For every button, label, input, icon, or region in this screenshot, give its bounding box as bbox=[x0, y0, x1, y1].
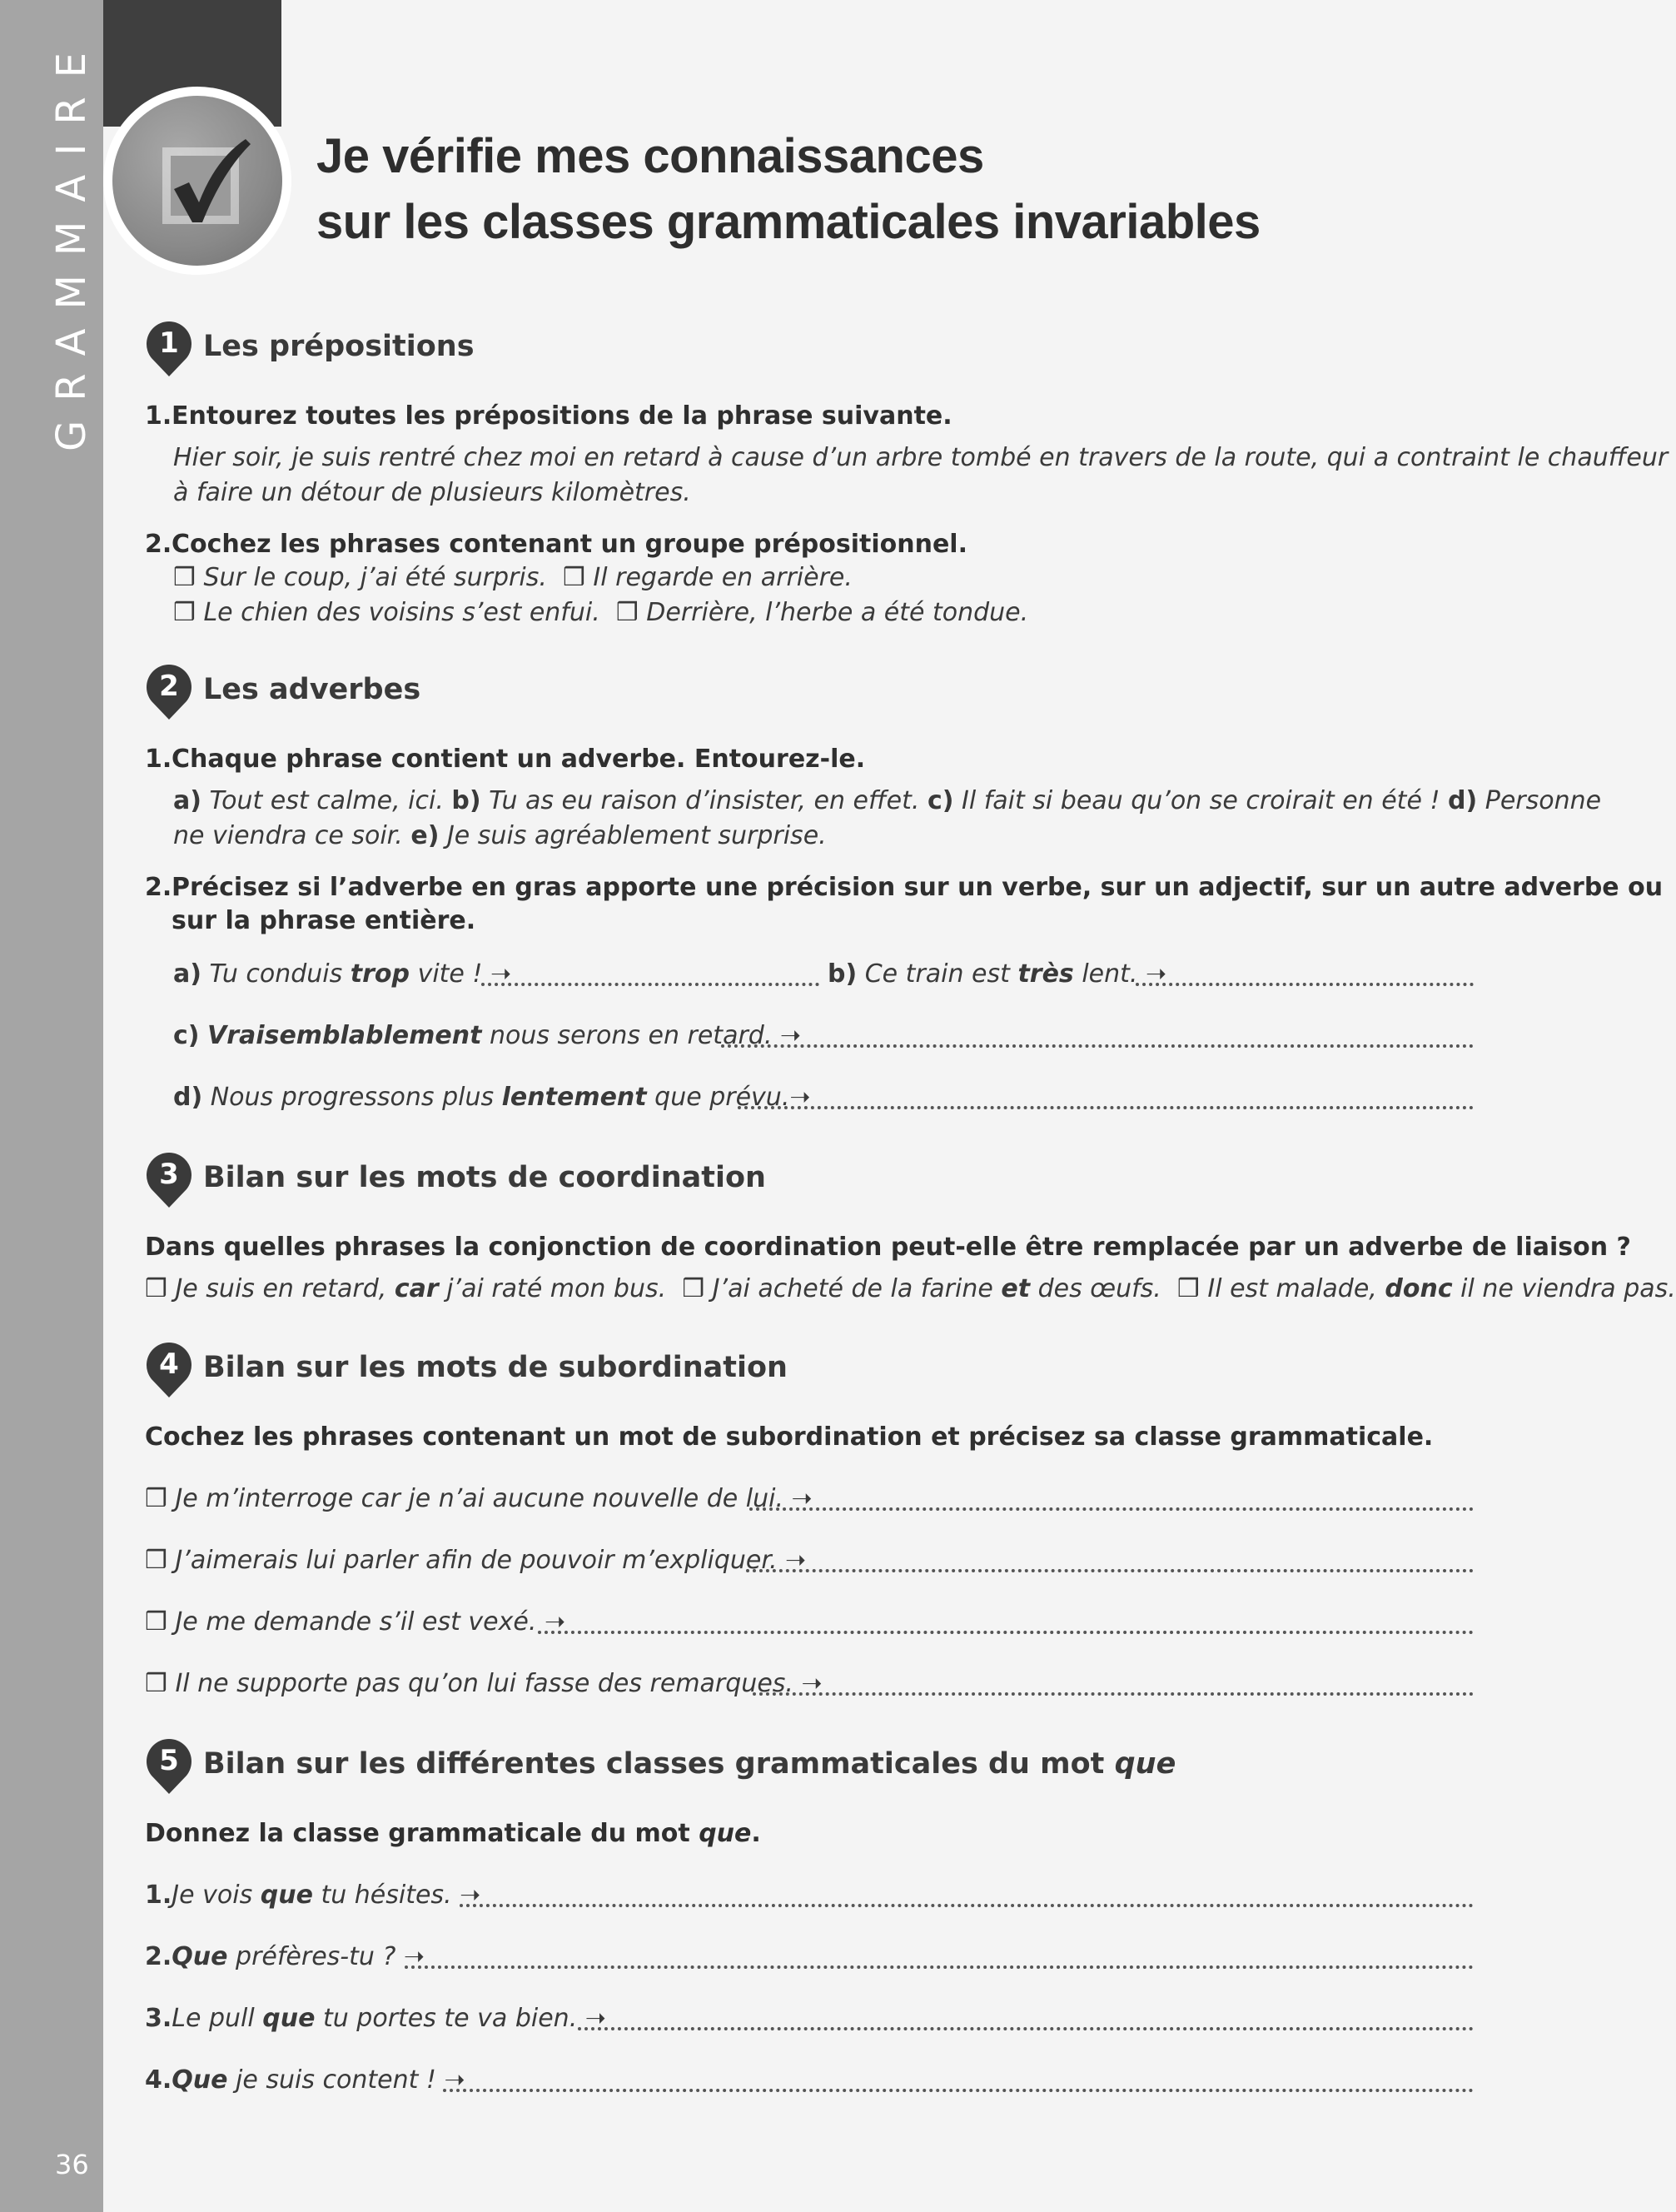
answer-line-2c: c) Vraisemblablement nous serons en retard. ➝ bbox=[173, 1021, 802, 1050]
question-2-2-line-1: 2.Précisez si l’adverbe en gras apporte une précision sur un verbe, sur un adjectif, sur un autre adverbe ou bbox=[145, 873, 1664, 902]
arrow-icon: ➝ bbox=[779, 1021, 802, 1050]
section-3-instruction: Dans quelles phrases la conjonction de coordination peut-elle être remplacée par un adverbe de liaison ? bbox=[145, 1233, 1631, 1262]
checkbox-icon[interactable]: ❒ bbox=[682, 1274, 705, 1303]
page-number: 36 bbox=[55, 2149, 89, 2180]
option-row-1: ❒ Sur le coup, j’ai été surpris. ❒ Il regarde en arrière. bbox=[173, 563, 853, 592]
question-1-1-text-line-2: à faire un détour de plusieurs kilomètres. bbox=[173, 478, 691, 507]
arrow-icon: ➝ bbox=[490, 959, 512, 989]
arrow-icon: ➝ bbox=[789, 1083, 811, 1112]
section-1-title: Les prépositions bbox=[203, 330, 475, 363]
question-2-1-line-2: ne viendra ce soir. e) Je suis agréablement surprise. bbox=[173, 821, 827, 850]
section-marker-icon: 1 bbox=[145, 321, 193, 380]
checkbox-icon[interactable]: ❒ bbox=[562, 563, 585, 592]
checkmark-badge bbox=[103, 87, 291, 275]
sidebar bbox=[0, 0, 103, 2212]
page-title-line-1: Je vérifie mes connaissances bbox=[316, 129, 984, 183]
checkbox-icon[interactable]: ❒ bbox=[145, 1546, 167, 1575]
arrow-icon: ➝ bbox=[1145, 959, 1167, 989]
checkbox-icon[interactable]: ❒ bbox=[145, 1669, 167, 1698]
answer-blank[interactable] bbox=[460, 1904, 1474, 1907]
checkbox-icon[interactable]: ❒ bbox=[145, 1274, 167, 1303]
answer-line-2a: a) Tu conduis trop vite ! ➝ bbox=[173, 959, 512, 989]
checkbox-icon[interactable]: ❒ bbox=[615, 598, 639, 627]
checkbox-icon[interactable]: ❒ bbox=[145, 1607, 167, 1637]
que-item-2: 2.Que préfères-tu ? ➝ bbox=[145, 1942, 425, 1971]
subordination-item-1: ❒ Je m’interroge car je n’ai aucune nouvelle de lui. ➝ bbox=[145, 1484, 813, 1513]
question-2-1-line-1: a) Tout est calme, ici. b) Tu as eu raison d’insister, en effet. c) Il fait si beau qu’on se croirait en été ! d) Personne bbox=[173, 786, 1602, 815]
answer-blank[interactable] bbox=[538, 1631, 1474, 1634]
question-1-2: 2.Cochez les phrases contenant un groupe prépositionnel. bbox=[145, 530, 967, 559]
answer-blank[interactable] bbox=[746, 1569, 1474, 1572]
subordination-item-3: ❒ Je me demande s’il est vexé. ➝ bbox=[145, 1607, 566, 1637]
section-4-instruction: Cochez les phrases contenant un mot de subordination et précisez sa classe grammaticale. bbox=[145, 1422, 1434, 1452]
question-1-1-text-line-1: Hier soir, je suis rentré chez moi en retard à cause d’un arbre tombé en travers de la route, qui a contraint le chauffeur bbox=[173, 443, 1669, 472]
checkbox-icon[interactable]: ❒ bbox=[1176, 1274, 1200, 1303]
option-row-2: ❒ Le chien des voisins s’est enfui. ❒ Derrière, l’herbe a été tondue. bbox=[173, 598, 1029, 627]
que-item-1: 1.Je vois que tu hésites. ➝ bbox=[145, 1881, 481, 1910]
section-3-options: ❒ Je suis en retard, car j’ai raté mon bus. ❒ J’ai acheté de la farine et des œufs. ❒ Il est malade, donc il ne viendra pas. bbox=[145, 1274, 1676, 1303]
answer-blank[interactable] bbox=[753, 1692, 1474, 1696]
checkbox-icon[interactable]: ❒ bbox=[145, 1484, 167, 1513]
answer-blank[interactable] bbox=[443, 2089, 1474, 2092]
checkbox-check-icon bbox=[112, 96, 282, 266]
que-item-4: 4.Que je suis content ! ➝ bbox=[145, 2065, 465, 2095]
section-marker-icon: 2 bbox=[145, 665, 193, 723]
question-1-1: 1.Entourez toutes les prépositions de la phrase suivante. bbox=[145, 401, 952, 431]
que-item-3: 3.Le pull que tu portes te va bien. ➝ bbox=[145, 2004, 606, 2033]
answer-line-2d: d) Nous progressons plus lentement que prévu.➝ bbox=[173, 1083, 811, 1112]
question-2-2-line-2: sur la phrase entière. bbox=[172, 906, 476, 935]
section-2-title: Les adverbes bbox=[203, 673, 421, 706]
arrow-icon: ➝ bbox=[791, 1484, 813, 1513]
arrow-icon: ➝ bbox=[444, 2065, 465, 2095]
arrow-icon: ➝ bbox=[403, 1942, 425, 1971]
arrow-icon: ➝ bbox=[544, 1607, 566, 1637]
answer-blank[interactable] bbox=[738, 1106, 1474, 1109]
answer-blank[interactable] bbox=[721, 1044, 1474, 1048]
section-4-title: Bilan sur les mots de subordination bbox=[203, 1351, 788, 1384]
sidebar-label: GRAMMAIRE bbox=[48, 33, 95, 451]
arrow-icon: ➝ bbox=[460, 1881, 481, 1910]
checkbox-icon[interactable]: ❒ bbox=[173, 598, 196, 627]
arrow-icon: ➝ bbox=[584, 2004, 606, 2033]
answer-line-2b: b) Ce train est très lent. ➝ bbox=[828, 959, 1167, 989]
section-marker-icon: 4 bbox=[145, 1343, 193, 1401]
question-2-1: 1.Chaque phrase contient un adverbe. Entourez-le. bbox=[145, 745, 866, 774]
section-3-title: Bilan sur les mots de coordination bbox=[203, 1161, 766, 1194]
arrow-icon: ➝ bbox=[801, 1669, 823, 1698]
section-5-title: Bilan sur les différentes classes grammaticales du mot que bbox=[203, 1747, 1176, 1781]
checkbox-icon[interactable]: ❒ bbox=[173, 563, 196, 592]
subordination-item-4: ❒ Il ne supporte pas qu’on lui fasse des remarques. ➝ bbox=[145, 1669, 823, 1698]
section-marker-icon: 5 bbox=[145, 1739, 193, 1797]
section-5-instruction: Donnez la classe grammaticale du mot que. bbox=[145, 1819, 761, 1848]
page-title bbox=[316, 123, 1261, 255]
answer-blank[interactable] bbox=[578, 2027, 1474, 2030]
answer-blank[interactable] bbox=[481, 983, 819, 986]
page-title-line-2: sur les classes grammaticales invariables bbox=[316, 195, 1261, 249]
answer-blank[interactable] bbox=[749, 1507, 1474, 1511]
answer-blank[interactable] bbox=[405, 1965, 1474, 1969]
subordination-item-2: ❒ J’aimerais lui parler afin de pouvoir m’expliquer. ➝ bbox=[145, 1546, 807, 1575]
section-marker-icon: 3 bbox=[145, 1153, 193, 1211]
arrow-icon: ➝ bbox=[785, 1546, 807, 1575]
answer-blank[interactable] bbox=[1136, 983, 1474, 986]
